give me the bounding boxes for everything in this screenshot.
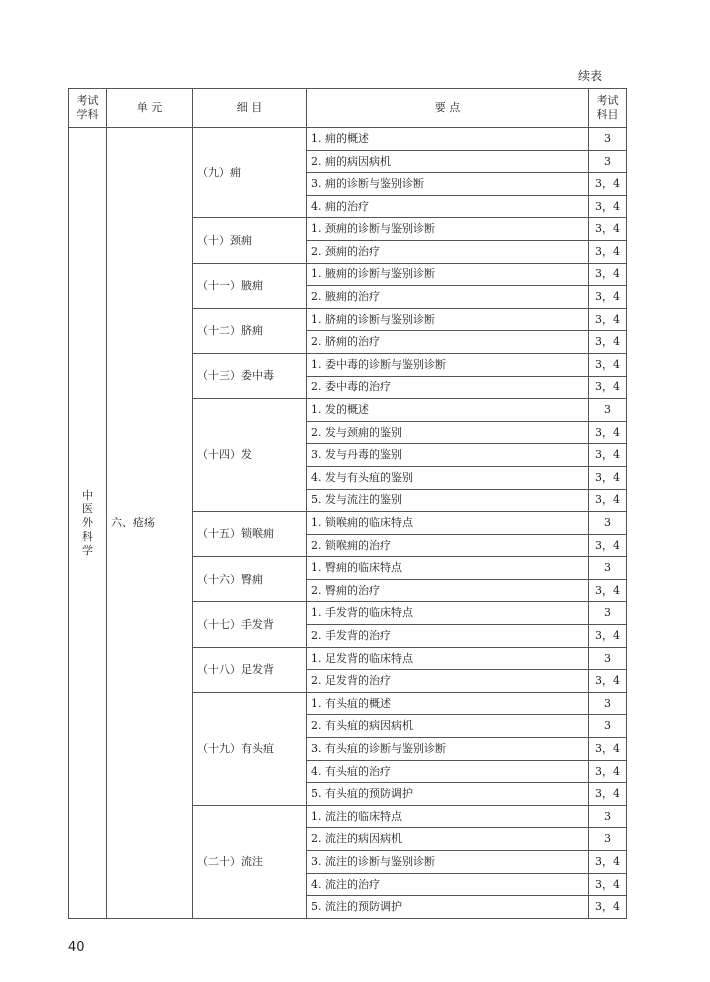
point-cell: 1. 发的概述 <box>307 399 589 422</box>
point-cell: 4. 流注的治疗 <box>307 873 589 896</box>
header-unit: 单 元 <box>107 89 193 128</box>
exam-code-cell: 3 <box>589 602 627 625</box>
detail-cell: （十三）委中毒 <box>193 353 307 398</box>
detail-cell: （十五）锁喉痈 <box>193 512 307 557</box>
exam-code-cell: 3，4 <box>589 738 627 761</box>
exam-code-cell: 3，4 <box>589 783 627 806</box>
point-cell: 2. 有头疽的病因病机 <box>307 715 589 738</box>
point-cell: 4. 痈的治疗 <box>307 195 589 218</box>
header-row <box>69 89 627 128</box>
exam-code-cell: 3，4 <box>589 286 627 309</box>
exam-code-cell: 3 <box>589 399 627 422</box>
exam-code-cell: 3，4 <box>589 376 627 399</box>
point-cell: 1. 腋痈的诊断与鉴别诊断 <box>307 263 589 286</box>
point-cell: 2. 腋痈的治疗 <box>307 286 589 309</box>
header-detail: 细 目 <box>193 89 307 128</box>
point-cell: 5. 发与流注的鉴别 <box>307 489 589 512</box>
point-cell: 1. 足发背的临床特点 <box>307 647 589 670</box>
detail-cell: （十七）手发背 <box>193 602 307 647</box>
header-points: 要 点 <box>307 89 589 128</box>
exam-code-cell: 3 <box>589 828 627 851</box>
exam-code-cell: 3 <box>589 512 627 535</box>
detail-cell: （十四）发 <box>193 399 307 512</box>
unit-cell: 六、疮疡 <box>107 128 193 919</box>
point-cell: 3. 痈的诊断与鉴别诊断 <box>307 173 589 196</box>
exam-code-cell: 3 <box>589 805 627 828</box>
detail-cell: （十二）脐痈 <box>193 308 307 353</box>
detail-cell: （九）痈 <box>193 128 307 218</box>
point-cell: 1. 脐痈的诊断与鉴别诊断 <box>307 308 589 331</box>
point-cell: 1. 有头疽的概述 <box>307 692 589 715</box>
exam-code-cell: 3，4 <box>589 625 627 648</box>
exam-code-cell: 3 <box>589 647 627 670</box>
point-cell: 2. 颈痈的治疗 <box>307 240 589 263</box>
point-cell: 1. 臀痈的临床特点 <box>307 557 589 580</box>
exam-code-cell: 3，4 <box>589 240 627 263</box>
point-cell: 2. 足发背的治疗 <box>307 670 589 693</box>
exam-code-cell: 3，4 <box>589 444 627 467</box>
exam-code-cell: 3，4 <box>589 896 627 919</box>
point-cell: 1. 锁喉痈的临床特点 <box>307 512 589 535</box>
detail-cell: （十）颈痈 <box>193 218 307 263</box>
exam-code-cell: 3 <box>589 150 627 173</box>
table-row <box>69 128 627 151</box>
exam-code-cell: 3 <box>589 692 627 715</box>
table-body <box>69 128 627 919</box>
exam-code-cell: 3，4 <box>589 195 627 218</box>
point-cell: 1. 委中毒的诊断与鉴别诊断 <box>307 353 589 376</box>
exam-code-cell: 3，4 <box>589 331 627 354</box>
point-cell: 2. 臀痈的治疗 <box>307 579 589 602</box>
point-cell: 4. 有头疽的治疗 <box>307 760 589 783</box>
detail-cell: （十八）足发背 <box>193 647 307 692</box>
exam-code-cell: 3，4 <box>589 466 627 489</box>
point-cell: 4. 发与有头疽的鉴别 <box>307 466 589 489</box>
detail-cell: （十六）臀痈 <box>193 557 307 602</box>
exam-code-cell: 3，4 <box>589 421 627 444</box>
point-cell: 5. 有头疽的预防调护 <box>307 783 589 806</box>
continued-label: 续表 <box>577 69 602 83</box>
exam-code-cell: 3，4 <box>589 670 627 693</box>
point-cell: 2. 流注的病因病机 <box>307 828 589 851</box>
point-cell: 2. 发与颈痈的鉴别 <box>307 421 589 444</box>
exam-code-cell: 3，4 <box>589 218 627 241</box>
page-number: 40 <box>68 940 85 955</box>
subject-text: 中医外科学 <box>82 488 93 557</box>
point-cell: 2. 痈的病因病机 <box>307 150 589 173</box>
point-cell: 2. 锁喉痈的治疗 <box>307 534 589 557</box>
point-cell: 3. 有头疽的诊断与鉴别诊断 <box>307 738 589 761</box>
exam-code-cell: 3，4 <box>589 851 627 874</box>
exam-code-cell: 3，4 <box>589 263 627 286</box>
syllabus-table <box>68 88 627 919</box>
subject-cell <box>69 128 107 919</box>
point-cell: 5. 流注的预防调护 <box>307 896 589 919</box>
detail-cell: （二十）流注 <box>193 805 307 918</box>
exam-code-cell: 3，4 <box>589 308 627 331</box>
point-cell: 2. 手发背的治疗 <box>307 625 589 648</box>
exam-code-cell: 3，4 <box>589 760 627 783</box>
exam-code-cell: 3，4 <box>589 489 627 512</box>
point-cell: 1. 流注的临床特点 <box>307 805 589 828</box>
exam-code-cell: 3，4 <box>589 534 627 557</box>
exam-code-cell: 3 <box>589 128 627 151</box>
point-cell: 3. 发与丹毒的鉴别 <box>307 444 589 467</box>
header-subject: 考试 学科 <box>69 89 107 128</box>
point-cell: 1. 颈痈的诊断与鉴别诊断 <box>307 218 589 241</box>
exam-code-cell: 3，4 <box>589 579 627 602</box>
detail-cell: （十九）有头疽 <box>193 692 307 805</box>
detail-cell: （十一）腋痈 <box>193 263 307 308</box>
point-cell: 3. 流注的诊断与鉴别诊断 <box>307 851 589 874</box>
point-cell: 2. 委中毒的治疗 <box>307 376 589 399</box>
point-cell: 1. 手发背的临床特点 <box>307 602 589 625</box>
header-exam-code: 考试 科目 <box>589 89 627 128</box>
point-cell: 1. 痈的概述 <box>307 128 589 151</box>
exam-code-cell: 3，4 <box>589 173 627 196</box>
point-cell: 2. 脐痈的治疗 <box>307 331 589 354</box>
exam-code-cell: 3 <box>589 715 627 738</box>
exam-code-cell: 3，4 <box>589 353 627 376</box>
exam-code-cell: 3，4 <box>589 873 627 896</box>
exam-code-cell: 3 <box>589 557 627 580</box>
